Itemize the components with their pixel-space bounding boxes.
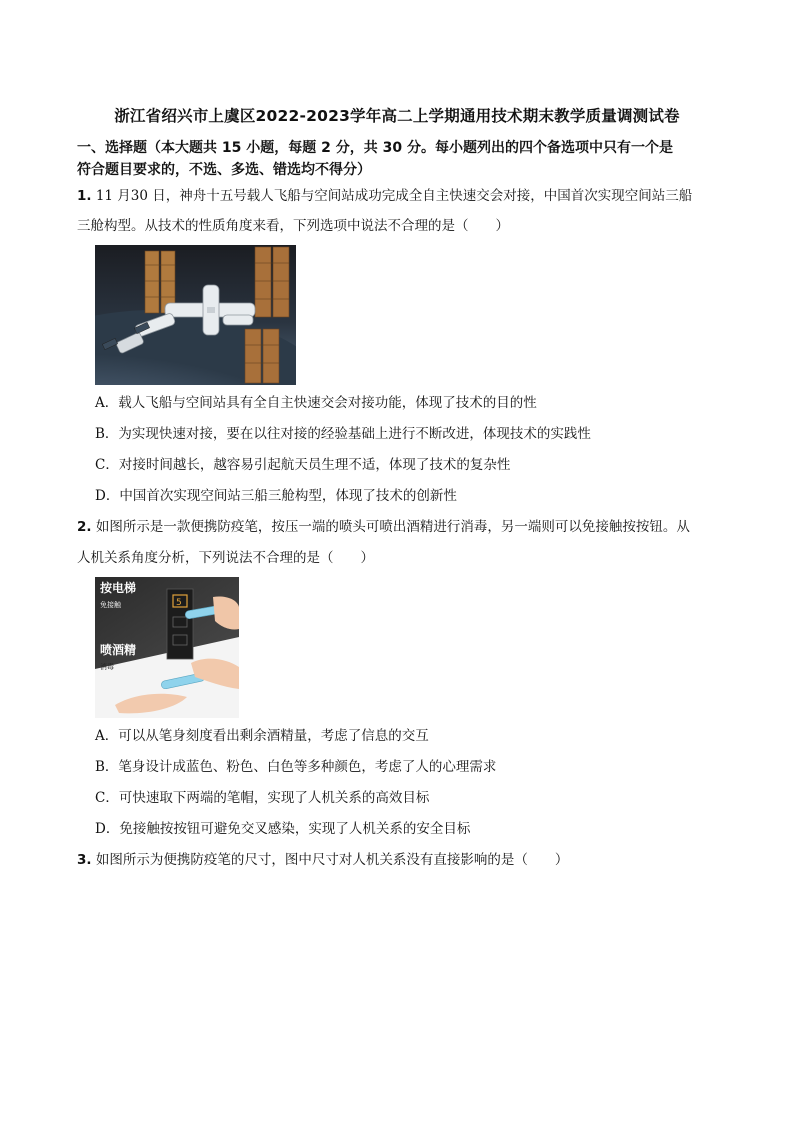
question-2-number: 2. [77,519,92,535]
question-1-option-b: B．为实现快速对接，要在以往对接的经验基础上进行不断改进，体现技术的实践性 [95,426,591,442]
question-1-option-a: A．载人飞船与空间站具有全自主快速交会对接功能，体现了技术的目的性 [95,395,537,411]
image-label-disinfect: 消毒 [100,663,114,671]
question-1-option-c: C．对接时间越长，越容易引起航天员生理不适，体现了技术的复杂性 [95,457,511,473]
question-2-option-b: B．笔身设计成蓝色、粉色、白色等多种颜色，考虑了人的心理需求 [95,759,497,775]
question-3-number: 3. [77,852,92,868]
image-label-spray: 喷酒精 [100,643,137,657]
question-3-stem-text: 如图所示为便携防疫笔的尺寸，图中尺寸对人机关系没有直接影响的是（ ） [95,852,569,868]
pen-product-image [95,577,239,718]
question-2-option-a: A．可以从笔身刻度看出剩余酒精量，考虑了信息的交互 [95,728,429,744]
question-2-option-d: D．免接触按按钮可避免交叉感染，实现了人机关系的安全目标 [95,821,471,837]
image-button-number: 5 [176,598,182,608]
question-2-option-c: C．可快速取下两端的笔帽，实现了人机关系的高效目标 [95,790,430,806]
section-heading-line1: 一、选择题（本大题共 15 小题，每题 2 分，共 30 分。每小题列出的四个备选项中只有一个是 [77,140,673,156]
question-1-stem-line2: 三舱构型。从技术的性质角度来看，下列选项中说法不合理的是（ ） [77,218,509,234]
question-1-option-d: D．中国首次实现空间站三船三舱构型，体现了技术的创新性 [95,488,457,504]
image-label-elevator: 按电梯 [100,581,137,595]
space-station-illustration [95,245,296,385]
question-2-stem-line2: 人机关系角度分析，下列说法不合理的是（ ） [77,550,374,566]
section-heading [77,137,767,181]
question-1-number: 1. [77,188,92,204]
image-label-no-touch: 免接触 [100,601,121,609]
question-2-stem-line1 [77,517,690,537]
question-1-stem-text: 11 月30 日，神舟十五号载人飞船与空间站成功完成全自主快速交会对接，中国首次实现空间站三船 [95,188,693,204]
space-station-image [95,245,296,385]
question-1-stem-line1 [77,186,692,206]
section-heading-line2: 符合题目要求的，不选、多选、错选均不得分） [77,162,371,178]
question-3-stem-line1 [77,850,568,870]
question-2-stem-text: 如图所示是一款便携防疫笔，按压一端的喷头可喷出酒精进行消毒，另一端则可以免接触按按钮。从 [95,519,690,535]
exam-title: 浙江省绍兴市上虞区2022-2023学年高二上学期通用技术期末教学质量调测试卷 [114,107,680,125]
pen-product-illustration [95,577,239,718]
